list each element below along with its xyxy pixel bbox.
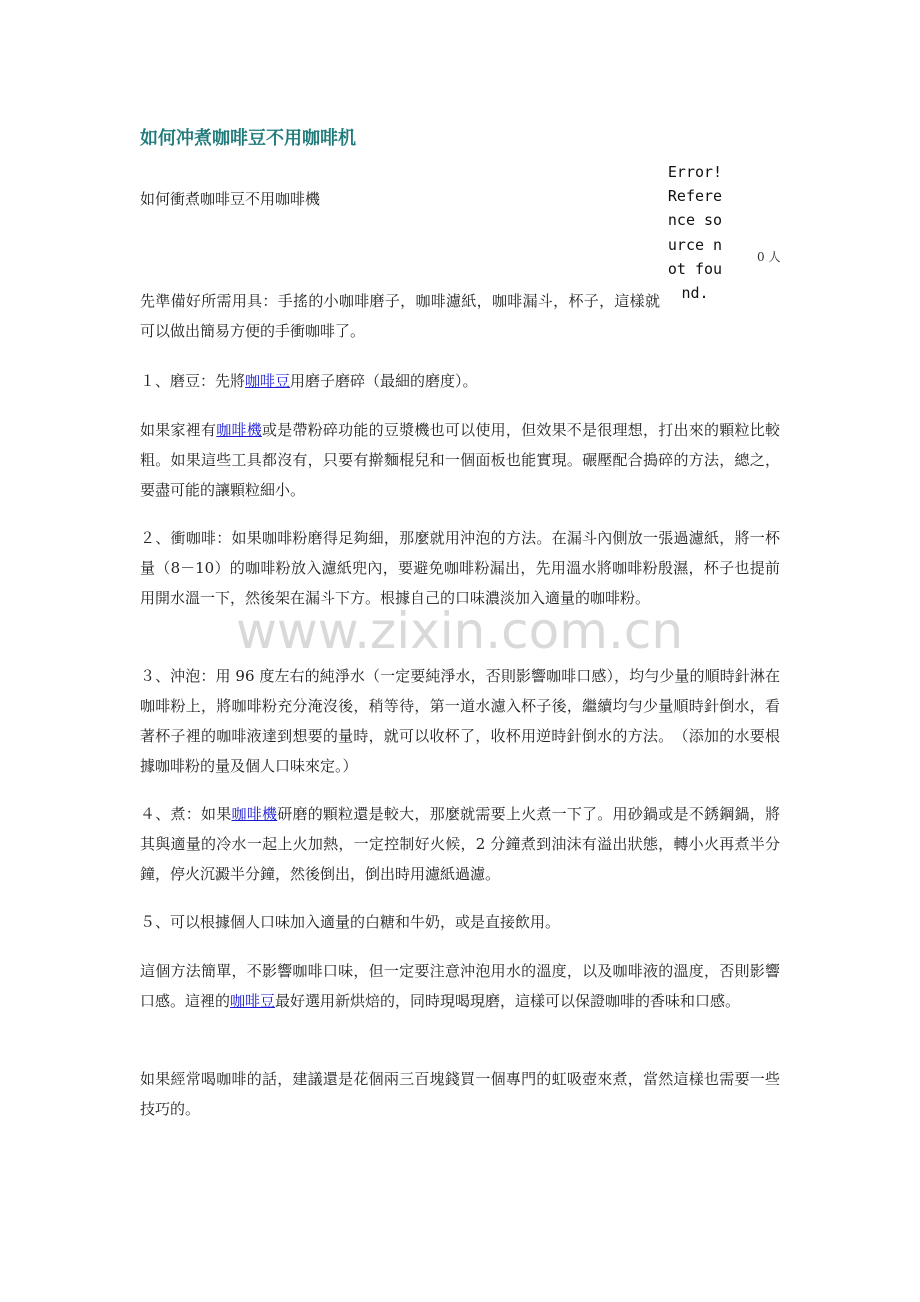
coffee-bean-link[interactable]: 咖啡豆 xyxy=(245,372,291,390)
grinder-text-b: 或是帶粉碎功能的豆漿機也可以使用，但效果不是很理想，打出來的顆粒比較粗。如果這些工具都沒有，只要有擀麵棍兒和一個面板也能實現。碾壓配合搗碎的方法，總之，要盡可能的讓顆粒細小。 xyxy=(140,421,780,499)
intro-paragraph: 先準備好所需用具：手搖的小咖啡磨子，咖啡濾紙，咖啡漏斗，杯子，這樣就可以做出簡易方便的手衝咖啡了。 xyxy=(140,292,660,340)
watermark: www.zixin.com.cn xyxy=(236,602,684,660)
grinder-paragraph xyxy=(140,415,780,505)
coffee-machine-link-2[interactable]: 咖啡機 xyxy=(231,805,278,823)
step-4-paragraph xyxy=(140,799,780,889)
tips-paragraph xyxy=(140,956,780,1016)
step-4-text-b: 研磨的顆粒還是較大，那麼就需要上火煮一下了。用砂鍋或是不銹鋼鍋，將其與適量的冷水一起上火加熱，一定控制好火候，2 分鐘煮到油沫有溢出狀態，轉小火再煮半分鐘，停火沉澱半分鐘，然後倒出，倒出時用濾紙過濾。 xyxy=(140,805,780,883)
step-5-paragraph: ５、可以根據個人口味加入適量的白糖和牛奶，或是直接飲用。 xyxy=(140,913,561,931)
article-subtitle: 如何衝煮咖啡豆不用咖啡機 xyxy=(140,190,321,208)
step-1-paragraph xyxy=(140,366,780,396)
people-count: 0 人 xyxy=(757,250,781,264)
tips-text-b: 最好選用新烘焙的，同時現喝現磨，這樣可以保證咖啡的香味和口感。 xyxy=(275,992,741,1010)
step-2-paragraph: ２、衝咖啡：如果咖啡粉磨得足夠細，那麼就用沖泡的方法。在漏斗內側放一張過濾紙，將一杯量（8－10）的咖啡粉放入濾紙兜內，要避免咖啡粉漏出，先用溫水將咖啡粉殷濕，杯子也提前用開水溫一下，然後架在漏斗下方。根據自己的口味濃淡加入適量的咖啡粉。 xyxy=(140,529,780,607)
coffee-bean-link-2[interactable]: 咖啡豆 xyxy=(230,992,276,1010)
step-1-text-b: 用磨子磨碎（最細的磨度）。 xyxy=(290,372,478,390)
coffee-machine-link[interactable]: 咖啡機 xyxy=(216,421,262,439)
tips-text-a: 這個方法簡單，不影響咖啡口味，但一定要注意沖泡用水的溫度，以及咖啡液的溫度，否則影響口感。這裡的 xyxy=(140,962,780,1010)
grinder-text-a: 如果家裡有 xyxy=(140,421,217,439)
advice-paragraph: 如果經常喝咖啡的話，建議還是花個兩三百塊錢買一個專門的虹吸壺來煮，當然這樣也需要一些技巧的。 xyxy=(140,1070,780,1118)
article-title: 如何冲煮咖啡豆不用咖啡机 xyxy=(140,128,356,149)
step-4-text-a: ４、煮：如果 xyxy=(140,805,232,823)
step-1-text-a: １、磨豆：先將 xyxy=(140,372,246,390)
reference-error-box: Error! Reference source not found. xyxy=(667,163,723,303)
step-3-paragraph: ３、沖泡：用 96 度左右的純淨水（一定要純淨水，否則影響咖啡口感），均勻少量的順時針淋在咖啡粉上，將咖啡粉充分淹沒後，稍等待，第一道水濾入杯子後，繼續均勻少量順時針倒水，看著杯子裡的咖啡液達到想要的量時，就可以收杯了，收杯用逆時針倒水的方法。 （添加的水要根據咖啡粉的量及個人口味來定。） xyxy=(140,667,780,775)
